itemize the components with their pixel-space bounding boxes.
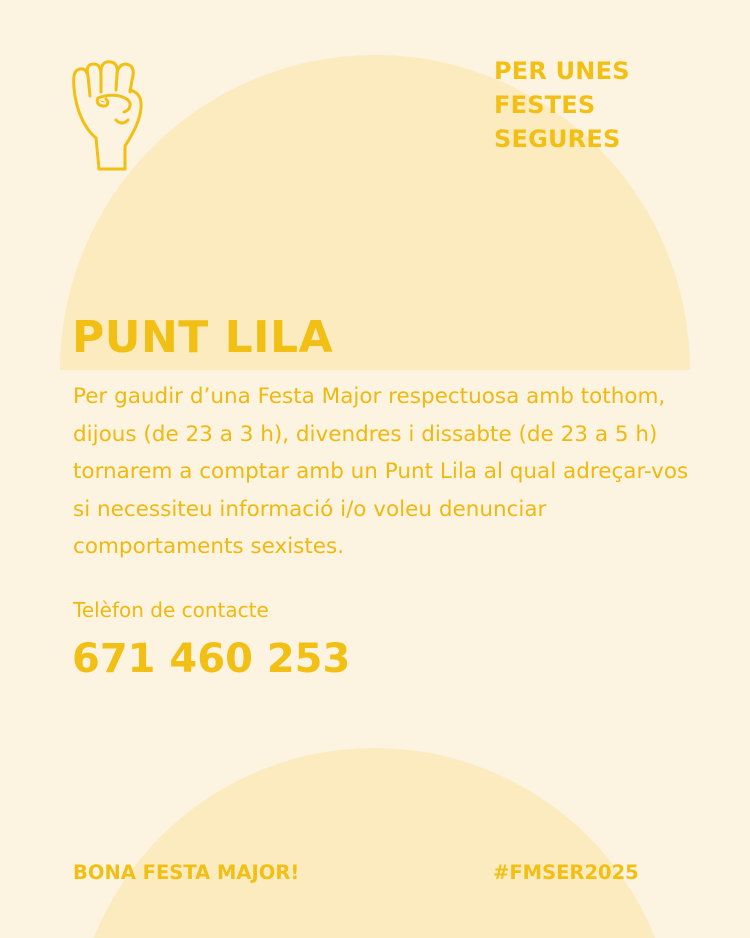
raised-fist-icon bbox=[68, 58, 152, 172]
tagline-line-1: PER UNES bbox=[494, 57, 630, 85]
tagline-line-3: SEGURES bbox=[494, 125, 621, 153]
contact-label: Telèfon de contacte bbox=[73, 598, 269, 622]
footer-hashtag: #FMSER2025 bbox=[493, 861, 639, 884]
footer-greeting: BONA FESTA MAJOR! bbox=[73, 861, 300, 884]
tagline-line-2: FESTES bbox=[494, 91, 596, 119]
background-arc-bottom bbox=[72, 748, 677, 938]
tagline bbox=[494, 54, 630, 156]
page-title: PUNT LILA bbox=[72, 312, 334, 363]
phone-number: 671 460 253 bbox=[72, 636, 351, 682]
description: Per gaudir d’una Festa Major respectuosa amb tothom, dijous (de 23 a 3 h), divendres i dissabte (de 23 a 5 h) tornarem a comptar amb un Punt Lila al qual adreçar-vos si necessiteu informació i/o voleu denunciar comportaments sexistes. bbox=[73, 384, 689, 559]
